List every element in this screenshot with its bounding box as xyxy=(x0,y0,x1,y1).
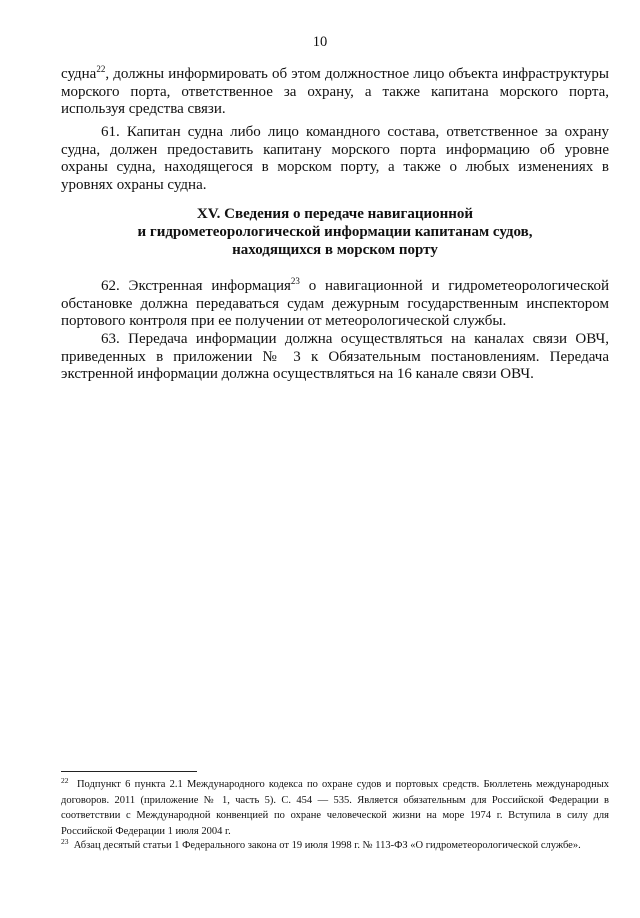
footnote-23 xyxy=(61,838,609,854)
footnote-number: 23 xyxy=(61,837,69,846)
paragraph-61: 61. Капитан судна либо лицо командного состава, ответственное за охрану судна, должен предоставить капитану морского порта информацию об уровне охраны судна, находящегося в морском порту, а также о любых изменениях в уровнях охраны судна. xyxy=(61,124,609,193)
paragraph-63: 63. Передача информации должна осуществляться на каналах связи ОВЧ, приведенных в приложении № 3 к Обязательным постановлениям. Передача экстренной информации должна осуществляться на 16 канале связи ОВЧ. xyxy=(61,331,609,382)
section-heading-line-2: и гидрометеорологической информации капитанам судов, xyxy=(137,224,533,240)
footnote-text: Абзац десятый статьи 1 Федерального закона от 19 июля 1998 г. № 113-ФЗ «О гидрометеорологической службе». xyxy=(73,840,581,851)
footnote-ref-22[interactable]: 22 xyxy=(96,64,106,74)
footnote-number: 22 xyxy=(61,776,69,785)
section-heading xyxy=(61,205,609,259)
footnote-text: Подпункт 6 пункта 2.1 Международного кодекса по охране судов и портовых средств. Бюллетень международных договоров. 2011 (приложение № 1, часть 5). С. 454 — 535. Является обязательным для Российской Федерации в соответствии с Международной конвенцией по охране человеческой жизни на море 1974 г. Вступила в силу для Российской Федерации 1 июля 2004 г. xyxy=(61,779,610,837)
footnote-separator xyxy=(61,771,197,772)
paragraph-text-end: , должны информировать об этом должностное лицо объекта инфраструктуры морского порта, ответственное за охрану, а также капитана морского порта, используя средства связи. xyxy=(61,66,609,117)
paragraph-continuation xyxy=(61,66,609,119)
paragraph-62 xyxy=(61,278,609,331)
paragraph-62-end: о навигационной и гидрометеорологической обстановке должна передаваться судам дежурным государственным инспектором портового контроля при ее получении от метеорологической службы. xyxy=(61,278,609,329)
footnote-22 xyxy=(61,777,609,839)
paragraph-text-start: судна xyxy=(61,66,97,82)
paragraph-62-start: 62. Экстренная информация xyxy=(101,278,291,294)
section-heading-line-3: находящихся в морском порту xyxy=(232,242,438,258)
footnote-ref-23[interactable]: 23 xyxy=(290,276,300,286)
section-heading-line-1: XV. Сведения о передаче навигационной xyxy=(196,206,474,222)
page-number: 10 xyxy=(312,34,328,50)
